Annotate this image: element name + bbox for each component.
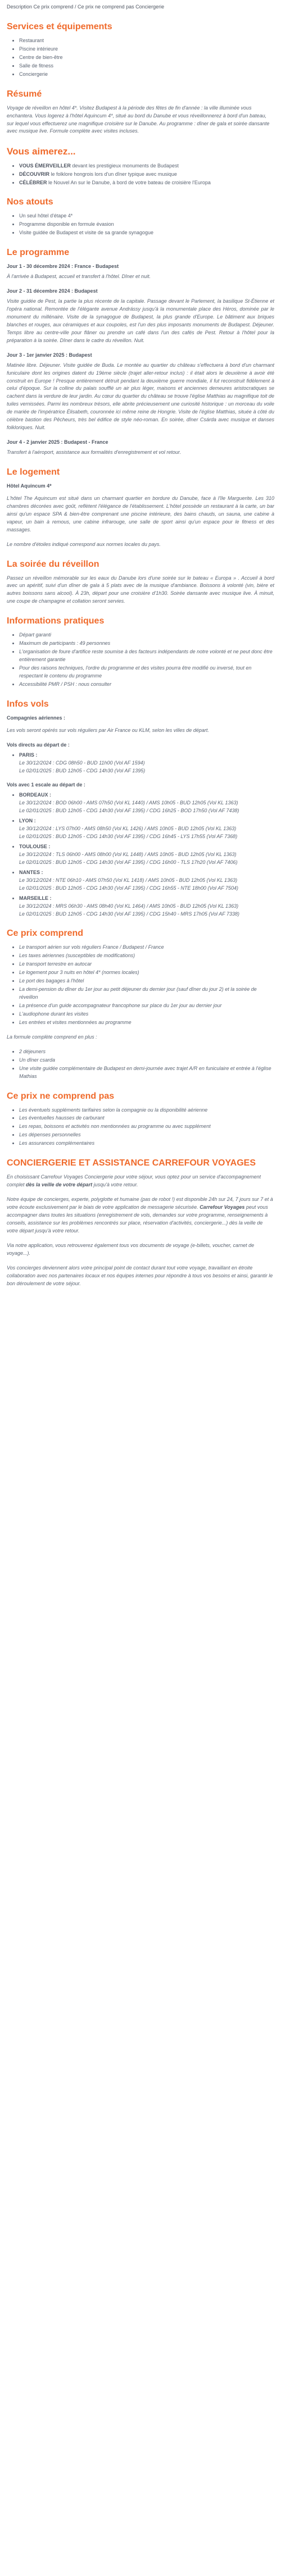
logement-title: Le logement xyxy=(7,467,60,477)
flight-line: Le 02/01/2025 : BUD 12h05 - CDG 14h30 (Vol AF 1395) / CDG 15h40 - MRS 17h05 (Vol AF 7338) xyxy=(19,911,240,917)
day-heading: Jour 3 - 1er janvier 2025 : Budapest xyxy=(7,352,92,358)
hotel-name: Hôtel Aquincum 4* xyxy=(7,483,52,489)
list-item: • Restaurant xyxy=(19,37,274,45)
conciergerie-p1: En choisissant Carrefour Voyages Conciergerie pour votre séjour, vous optez pour un service d'accompagnement complet dès la veille de votre départ jusqu'à votre retour. xyxy=(7,1174,261,1188)
conciergerie-p2: Notre équipe de concierges, experte, polyglotte et humaine (pas de robot !) est disponible 24h sur 24, 7 jours sur 7 et à votre écoute exclusivement par le biais de votre application de messagerie sécurisée. Carrefour Voyages peut vous accompagner dans toutes les situations (enregistrement de vols, demandes sur votre programme, renseignements à conseils, assistance sur les problèmes rencontrés sur place, réservation d'activités, conciergerie...) dès la veille de votre départ jusqu'à votre retour. xyxy=(7,1196,273,1234)
flight-line: Le 30/12/2024 : MRS 06h30 - AMS 08h40 (Vol KL 1464) / AMS 10h05 - BUD 12h05 (Vol KL 1363) xyxy=(19,903,239,909)
soiree-text: Passez un réveillon mémorable sur les eaux du Danube lors d'une soirée sur le bateau « Europa » . Accueil à bord avec un apéritif, suivi d'un dîner de gala à 5 plats avec de la musique d'ambiance. Boissons à volonté (vin, bière et autres boissons sans alcool). À 23h, départ pour une croisière d'1h30. Soirée dansante avec musique live. À minuit, une coupe de champagne et collation seront servies. xyxy=(7,575,274,604)
avous-title: Vous aimerez... xyxy=(7,146,76,157)
services-list xyxy=(7,37,274,79)
list-item: • 2 déjeuners xyxy=(19,1048,274,1056)
list-item: • Un dîner csarda xyxy=(19,1057,274,1064)
hotel-text: L'hôtel The Aquincum est situé dans un charmant quartier en bordure du Danube, face à l'île Marguerite. Les 310 chambres décorées avec goût, reflètent l'élégance de l'établissement. L'hôtel possède un restaurant à la carte, un bar ainsi qu'un espace SPA & bien-être comprenant une piscine intérieure, des bains chauds, un sauna, une cabine à vapeur, un bain à remous, une cabine infrarouge, une salle de sport ainsi qu'un espace pour le fitness et des massages. xyxy=(7,495,274,533)
direct-label: Vols directs au départ de : xyxy=(7,741,70,748)
soiree-title: La soirée du réveillon xyxy=(7,559,99,569)
highlight: CÉLÉBRER xyxy=(19,179,47,185)
escale-label: Vols avec 1 escale au départ de : xyxy=(7,782,85,788)
flight-line: Le 30/12/2024 : CDG 08h50 - BUD 11h00 (Vol AF 1594) xyxy=(19,759,145,766)
flight-line: Le 02/01/2025 : BUD 12h05 - CDG 14h30 (Vol AF 1395) / CDG 16h55 - NTE 18h00 (Vol AF 7504) xyxy=(19,885,239,891)
list-item: • Une visite guidée complémentaire de Budapest en demi-journée avec trajet A/R en funiculaire et entrée à l'église Mathias xyxy=(19,1065,274,1081)
city-name: MARSEILLE : xyxy=(19,895,52,901)
list-item: • Un seul hôtel d'étape 4* xyxy=(19,212,274,220)
list-item: • Pour des raisons techniques, l'ordre du programme et des visites pourra être modifié ou inversé, tout en respectant le contenu du programme xyxy=(19,665,274,680)
programme-title: Le programme xyxy=(7,248,70,258)
highlight: DÉCOUVRIR xyxy=(19,171,50,177)
list-item: • Programme disponible en formule évasion xyxy=(19,221,274,229)
list-text: le Nouvel An sur le Danube, à bord de votre bateau de croisière l'Europa xyxy=(47,179,211,185)
list-item: • Les entrées et visites mentionnées au programme xyxy=(19,1019,274,1027)
necomprend-title: Ce prix ne comprend pas xyxy=(7,1091,115,1101)
list-item xyxy=(19,179,274,187)
list-item xyxy=(19,843,274,867)
city-name: PARIS : xyxy=(19,752,38,758)
list-item: • Conciergerie xyxy=(19,71,274,79)
flight-line: Le 02/01/2025 : BUD 12h05 - CDG 14h30 (Vol AF 1395) / CDG 16h45 - LYS 17h55 (Vol AF 7368) xyxy=(19,834,238,840)
list-item xyxy=(19,171,274,179)
flight-line: Le 30/12/2024 : BOD 06h00 - AMS 07h50 (Vol KL 1440) / AMS 10h05 - BUD 12h05 (Vol KL 1363) xyxy=(19,800,238,806)
list-item: • La demi-pension du dîner du 1er jour au petit déjeuner du dernier jour (sauf dîner du jour 2) et la soirée de réveillon xyxy=(19,986,274,1002)
services-title: Services et équipements xyxy=(7,21,112,31)
day-text: Matinée libre. Déjeuner. Visite guidée de Buda. Le montée au quartier du château s'effectuera à bord d'un charmant funiculaire dont les origines datent du 19ème siècle (trajet aller-retour inclus) : il était alors le deuxième à avoir été construit en Europe ! Presque entièrement détruit pendant la deuxième guerre mondiale, il fut reconstruit fidèlement à celui d'époque. Sur la colline du palais soufflé un air plus léger, maisons et anciennes demeures aristocratiques se cachent dans la verdure de leur jardin. Au cœur du quartier du château se trouve l'église Matthias au magnifique toit de tuiles vernissées. Parmi les nombreux trésors, elle abrite précieusement une curiosité historique : un morceau du voile de mariée de l'impératrice Élisabeth, couronnée ici même reine de Hongrie. Visite de l'église Matthias, située à côté du célèbre bastion des Pêcheurs, très bel édifice de style néo-roman. En soirée, dîner Csárda avec musique et danses folkloriques. Nuit. xyxy=(7,362,274,431)
companies-text: Les vols seront opérés sur vols réguliers par Air France ou KLM, selon les villes de départ. xyxy=(7,727,209,733)
atouts-title: Nos atouts xyxy=(7,197,53,207)
list-item: • Le transport aérien sur vols réguliers France / Budapest / France xyxy=(19,944,274,952)
list-item xyxy=(19,869,274,893)
list-item: • Les taxes aériennes (susceptibles de modifications) xyxy=(19,952,274,960)
day-text: Transfert à l'aéroport, assistance aux formalités d'enregistrement et vol retour. xyxy=(7,449,182,455)
list-item: • L'audiophone durant les visites xyxy=(19,1011,274,1018)
city-name: TOULOUSE : xyxy=(19,844,51,849)
vols-title: Infos vols xyxy=(7,699,49,709)
list-item xyxy=(19,752,274,775)
resume-title: Résumé xyxy=(7,89,42,99)
flight-line: Le 30/12/2024 : LYS 07h00 - AMS 08h50 (Vol KL 1426) / AMS 10h05 - BUD 12h05 (Vol KL 1363) xyxy=(19,826,237,832)
conciergerie-p4: Vos concierges deviennent alors votre principal point de contact durant tout votre voyage, travaillant en étroite collaboration avec nos partenaires locaux et nos équipes internes pour répondre à tous vos besoins et ainsi, garantir le bon déroulement de votre séjour. xyxy=(7,1264,273,1286)
city-name: NANTES : xyxy=(19,869,43,875)
list-item: • L'organisation de foure d'artifice reste soumise à des facteurs indépendants de notre volonté et ne peut donc être entièrement garantie xyxy=(19,648,274,664)
infos-list xyxy=(7,631,274,689)
list-item: • Les assurances complémentaires xyxy=(19,1140,274,1148)
list-item: • Le transport terrestre en autocar xyxy=(19,961,274,968)
list-text: le folklore hongrois lors d'un dîner typique avec musique xyxy=(49,171,177,177)
escale-flights-list xyxy=(7,791,274,918)
hotel-note: Le nombre d'étoiles indiqué correspond aux normes locales du pays. xyxy=(7,541,161,547)
list-item xyxy=(19,791,274,815)
flight-line: Le 02/01/2025 : BUD 12h05 - CDG 14h30 (Vol AF 1395) / CDG 16h25 - BOD 17h50 (Vol AF 7438) xyxy=(19,808,239,814)
comprend-title: Ce prix comprend xyxy=(7,929,84,939)
companies-label: Compagnies aériennes : xyxy=(7,714,66,721)
resume-text: Voyage de réveillon en hôtel 4*. Visitez Budapest à la période des fêtes de fin d'année : la ville illuminée vous enchantera. Vous logerez à l'hôtel Aquincum 4*, situé au bord du Danube et vous réveillonnerez à bord d'un bateau, sur lequel vous effectuerez une magnifique croisière sur le Danube. Au programme : dîner de gala et soirée dansante avec musique live. Formule complète avec visites incluses. xyxy=(7,104,270,134)
formula-label: La formule complète comprend en plus : xyxy=(7,1034,97,1040)
city-name: LYON : xyxy=(19,818,36,824)
list-item: • Visite guidée de Budapest et visite de sa grande synagogue xyxy=(19,229,274,237)
day-heading: Jour 2 - 31 décembre 2024 : Budapest xyxy=(7,288,98,294)
atouts-list xyxy=(7,212,274,237)
day-heading: Jour 4 - 2 janvier 2025 : Budapest - France xyxy=(7,439,108,445)
breadcrumb[interactable]: Description Ce prix comprend / Ce prix ne comprend pas Conciergerie xyxy=(7,4,165,10)
conciergerie-p3: Via notre application, vous retrouverez également tous vos documents de voyage (e-billets, voucher, carnet de voyage...). xyxy=(7,1242,255,1256)
list-item: • Les éventuelles hausses de carburant xyxy=(19,1114,274,1122)
flight-line: Le 02/01/2025 : BUD 12h05 - CDG 14h30 (Vol AF 1395) / CDG 16h00 - TLS 17h20 (Vol AF 7406) xyxy=(19,859,238,865)
flight-line: Le 30/12/2024 : NTE 06h10 - AMS 07h50 (Vol KL 1418) / AMS 10h05 - BUD 12h05 (Vol KL 1363) xyxy=(19,877,238,883)
list-item: • Les repas, boissons et activités non mentionnées au programme ou avec supplément xyxy=(19,1123,274,1131)
formula-list xyxy=(7,1048,274,1081)
flight-line: Le 02/01/2025 : BUD 12h05 - CDG 14h30 (Vol AF 1395) xyxy=(19,767,146,773)
list-item: • Piscine intérieure xyxy=(19,45,274,53)
day-text: À l'arrivée à Budapest, accueil et transfert à l'hôtel. Dîner et nuit. xyxy=(7,274,151,280)
list-item: • Accessibilité PMR / PSH : nous consulter xyxy=(19,681,274,689)
city-name: BORDEAUX : xyxy=(19,792,52,798)
list-item: • Centre de bien-être xyxy=(19,54,274,62)
conciergerie-title: CONCIERGERIE ET ASSISTANCE CARREFOUR VOYAGES xyxy=(7,1158,256,1168)
avous-list xyxy=(7,162,274,187)
list-item: • Les éventuels suppléments tarifaires selon la compagnie ou la disponibilité aérienne xyxy=(19,1107,274,1114)
list-item xyxy=(19,895,274,918)
comprend-list xyxy=(7,944,274,1026)
list-item: • Maximum de participants : 49 personnes xyxy=(19,640,274,648)
day-text: Visite guidée de Pest, la partie la plus récente de la capitale. Passage devant le Parlement, la basilique St-Étienne et l'opéra national. Remontée de l'élégante avenue Andrássy jusqu'à la monumentale place des Héros, dominée par le monument du millénaire. Visite de la synagogue de Budapest, la plus grande d'Europe. Le bâtiment aux briques blanches et rouges, aux céramiques et aux coupoles, est l'un des plus imposants monuments de Budapest. Déjeuner. Temps libre au centre-ville pour flâner ou prendre un café dans l'un des cafés de Pest. Retour à l'hôtel pour la préparation à la soirée. Dîner dans le cadre du réveillon. Nuit. xyxy=(7,298,274,343)
infos-title: Informations pratiques xyxy=(7,616,105,626)
list-item: • Départ garanti xyxy=(19,631,274,639)
list-text: devant les prestigieux monuments de Budapest xyxy=(70,162,179,169)
highlight: VOUS ÉMERVEILLER xyxy=(19,162,71,169)
list-item: • Salle de fitness xyxy=(19,62,274,70)
direct-flights-list xyxy=(7,752,274,775)
list-item xyxy=(19,162,274,170)
list-item: • La présence d'un guide accompagnateur francophone sur place du 1er jour au dernier jour xyxy=(19,1002,274,1010)
flight-line: Le 30/12/2024 : TLS 06h00 - AMS 08h00 (Vol KL 1448) / AMS 10h05 - BUD 12h05 (Vol KL 1363) xyxy=(19,851,237,857)
list-item xyxy=(19,817,274,841)
list-item: • Les dépenses personnelles xyxy=(19,1131,274,1139)
necomprend-list xyxy=(7,1107,274,1148)
day-heading: Jour 1 - 30 décembre 2024 : France - Budapest xyxy=(7,263,119,270)
list-item: • Le logement pour 3 nuits en hôtel 4* (normes locales) xyxy=(19,969,274,977)
list-item: • Le port des bagages à l'hôtel xyxy=(19,977,274,985)
